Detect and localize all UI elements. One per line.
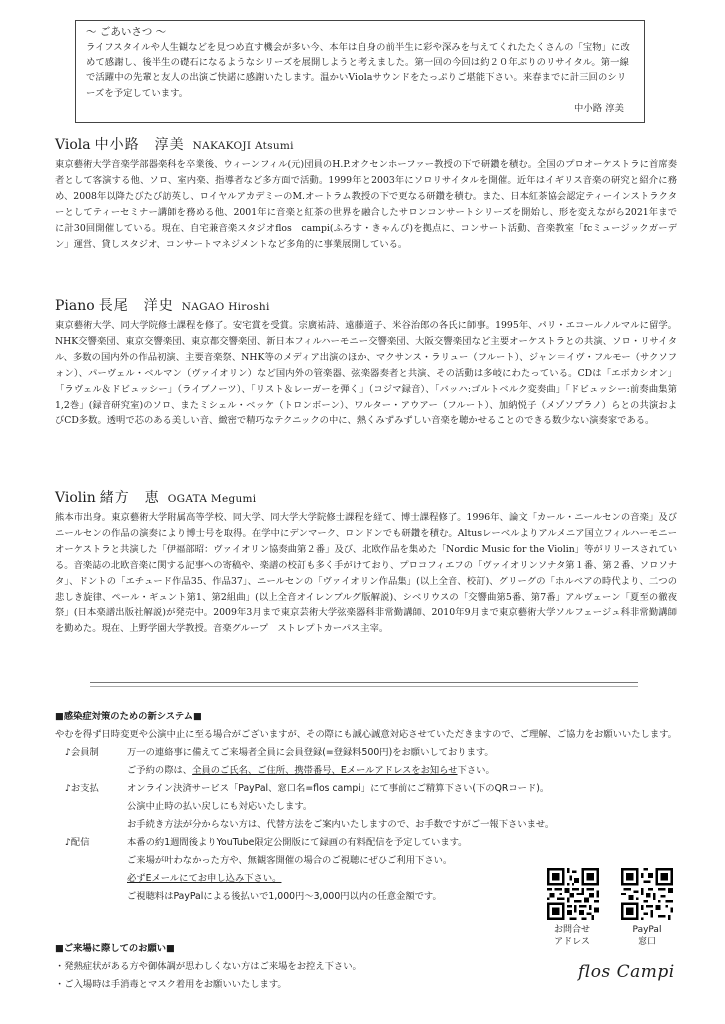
performer-heading xyxy=(55,135,677,157)
greeting-signature: 中小路 淳美 xyxy=(573,102,624,114)
instrument-label: Violin xyxy=(55,490,96,506)
streaming-label: ♪配信 xyxy=(65,837,90,848)
performer-romaji: NAKAKOJI Atsumi xyxy=(192,140,294,152)
streaming-line-4: ご視聴料はPayPalによる後払いで1,000円〜3,000円以内の任意金額です。 xyxy=(127,891,442,902)
inquiry-qr-code-icon[interactable] xyxy=(547,868,599,920)
membership-row xyxy=(55,744,685,762)
performer-name: 中小路 淳美 xyxy=(94,137,185,153)
streaming-row xyxy=(55,834,685,852)
streaming-line-1: 本番の約1週間後よりYouTube限定公開版にて録画の有料配信を予定しています。 xyxy=(127,837,468,848)
performer-piano xyxy=(55,296,677,429)
inquiry-qr-label xyxy=(537,924,607,948)
membership-label: ♪会員制 xyxy=(65,747,99,758)
streaming-line-2: ご来場が叶わなかった方や、無観客開催の場合のご視聴にぜひご利用下さい。 xyxy=(127,855,453,866)
section-divider xyxy=(90,682,638,687)
greeting-body: ライフスタイルや人生観などを見つめ直す機会が多い今、本年は自身の前半生に彩や深みを与えてくれたたくさんの「宝物」に改めて感謝し、後半生の礎石になるようなシリーズを展開しようと考えました。第一回の今回は約２０年ぶりのリサイタル。第一線で活躍中の先輩と友人の出演ご快諾に感謝いたします。温かいViolaサウンドをたっぷりご堪能下さい。来春までに計三回のシリーズを予定しています。 xyxy=(86,42,630,99)
inquiry-qr-label-1: お問合せ xyxy=(553,925,590,935)
paypal-qr-label-2: 窓口 xyxy=(637,937,656,947)
performer-viola xyxy=(55,135,677,252)
membership-line-2-post: 下さい。 xyxy=(457,765,495,776)
payment-line-2: 公演中止時の払い戻しにも対応いたします。 xyxy=(127,801,313,812)
notice-intro: やむを得ず日時変更や公演中止に至る場合がございますが、その際にも誠心誠意対応させていただきますので、ご理解、ご協力をお願いいたします。 xyxy=(55,729,677,740)
visit-guidelines xyxy=(55,940,655,994)
inquiry-qr-label-2: アドレス xyxy=(554,937,590,947)
greeting-box xyxy=(75,20,645,123)
guidelines-title: ■ご来場に際してのお願い■ xyxy=(55,943,175,954)
performer-romaji: NAGAO Hiroshi xyxy=(181,301,270,313)
payment-line-3: お手続き方法が分からない方は、代替方法をご案内いたしますので、お手数ですがご一報下さいませ。 xyxy=(127,819,555,830)
streaming-line-3: 必ずEメールにてお申し込み下さい。 xyxy=(127,873,282,884)
membership-line-2-pre: ご予約の際は、 xyxy=(127,765,193,776)
notice-title: ■感染症対策のための新システム■ xyxy=(55,711,202,722)
guideline-item: ・発熱症状がある方や御体調が思わしくない方はご来場をお控え下さい。 xyxy=(55,961,362,972)
payment-label: ♪お支払 xyxy=(65,783,99,794)
instrument-label: Viola xyxy=(55,137,91,153)
payment-line-1: オンライン決済サービス「PayPal、窓口名=flos campi」にて事前にご精算下さい(下のQRコード)。 xyxy=(127,783,550,794)
performer-bio: 東京藝術大学、同大学院修士課程を修了。安宅賞を受賞。宗廣祐詩、遠藤道子、米谷治郎の各氏に師事。1995年、パリ・エコールノルマルに留学。NHK交響楽団、東京交響楽団、東京都交響楽団、新日本フィルハーモニー交響楽団、大阪交響楽団など主要オーケストラとの共演、ソロ・リサイタル、多数の国内外の作品初演、主要音楽祭、NHK等のメディア出演のほか、マクサンス・ラリュー（フルート）、ジャン＝イヴ・フルモー（サクソフォン）、パーヴェル・ベルマン（ヴァイオリン）など国内外の管楽器、弦楽器奏者と共演、その活動は多岐にわたっている。CDは「エボカシオン」「ラヴェル＆ドビュッシー」（ライブノーツ）、「リスト＆レーガーを弾く」（コジマ録音）、「バッハ:ゴルトベルク変奏曲」「ドビュッシー:前奏曲集第1,2巻」(録音研究室)のソロ、またミシェル・ベッケ（トロンボーン）、ワルター・アウアー（フルート）、加納悦子（メゾソプラノ）らとの共演およびCD多数。透明で芯のある美しい音、緻密で精巧なテクニックの中に、熱くみずみずしい音楽を聴かせることのできる数少ない演奏家である。 xyxy=(55,320,677,427)
greeting-title: 〜 ごあいさつ 〜 xyxy=(86,26,167,38)
flos-campi-logo: flos Campi xyxy=(578,962,675,982)
instrument-label: Piano xyxy=(55,298,95,314)
membership-line-2-underlined: 全員のご氏名、ご住所、携帯番号、Eメールアドレスをお知らせ xyxy=(192,765,458,776)
performer-bio: 熊本市出身。東京藝術大学附属高等学校、同大学、同大学大学院修士課程を経て、博士課程修了。1996年、論文「カール・ニールセンの音楽」及びニールセンの作品の演奏により博士号を取得。在学中にデンマーク、ロンドンでも研鑽を積む。Altusレーベルよりアルメニア国立フィルハーモニーオーケストラと共演した「伊福部昭：ヴァイオリン協奏曲第２番」及び、北欧作品を集めた「Nordic Music for the Violin」等がリリースされている。音楽誌の北欧音楽に関する記事への寄稿や、楽譜の校訂も多く手がけており、プロコフィエフの「ヴァイオリンソナタ第１番、第２番、ソロソナタ」、ドントの「エチュード作品35、作品37」、ニールセンの「ヴァイオリン作品集」(以上全音、校訂)、グリーグの「ホルベアの時代より、二つの悲しき旋律、ペール・ギュント第1、第2組曲」(以上全音オイレンブルグ版解説)、シベリウスの「交響曲第5番、第7番」アルヴェーン「夏至の徹夜祭」(日本楽譜出版社解説)が発売中。2009年3月まで東京芸術大学弦楽器科非常勤講師、2010年9月まで東京藝術大学ソルフェージュ科非常勤講師を勤めた。現在、上野学園大学教授。音楽グループ ストレプトカーパス主宰。 xyxy=(55,512,677,635)
greeting-text xyxy=(86,40,634,116)
performer-heading xyxy=(55,296,677,318)
paypal-qr-label-1: PayPal xyxy=(632,925,662,935)
paypal-qr-code-icon[interactable] xyxy=(621,868,673,920)
performer-name: 緒方 恵 xyxy=(99,490,160,506)
guideline-item: ・ご入場時は手消毒とマスク着用をお願いいたします。 xyxy=(55,979,287,990)
performer-violin xyxy=(55,488,677,637)
membership-line-1: 万一の連絡事に備えてご来場者全員に会員登録(=登録料500円)をお願いしております。 xyxy=(127,747,494,758)
performer-heading xyxy=(55,488,677,510)
paypal-qr-label xyxy=(612,924,682,948)
payment-row xyxy=(55,780,685,798)
performer-name: 長尾 洋史 xyxy=(98,298,174,314)
performer-bio: 東京藝術大学音楽学部器楽科を卒業後、ウィーンフィル(元)団員のH.P.オクセンホーファー教授の下で研鑽を積む。全国のプロオーケストラに首席奏者として客演する他、ソロ、室内楽、指導者など多方面で活動。1999年と2003年にソロリサイタルを開催。近年はイギリス音楽の研究と紹介に務め、2008年以降たびたび訪英し、ロイヤルアカデミーのM.オートラム教授の下で更なる研鑽を積む。また、日本紅茶協会認定ティーインストラクターとしてティーセミナー講師を務める他、2001年に音楽と紅茶の世界を融合したサロンコンサートシリーズを開始し、形を変えながら2021年までに計30回開催している。現在、自宅兼音楽スタジオflos campi(ふろす・きゃんぴ)を拠点に、コンサート活動、音楽教室「fcミュージックガーデン」運営、貸しスタジオ、コンサートマネジメントなど多角的に事業展開している。 xyxy=(55,159,677,250)
performer-romaji: OGATA Megumi xyxy=(167,493,257,505)
membership-line-2 xyxy=(55,762,685,780)
